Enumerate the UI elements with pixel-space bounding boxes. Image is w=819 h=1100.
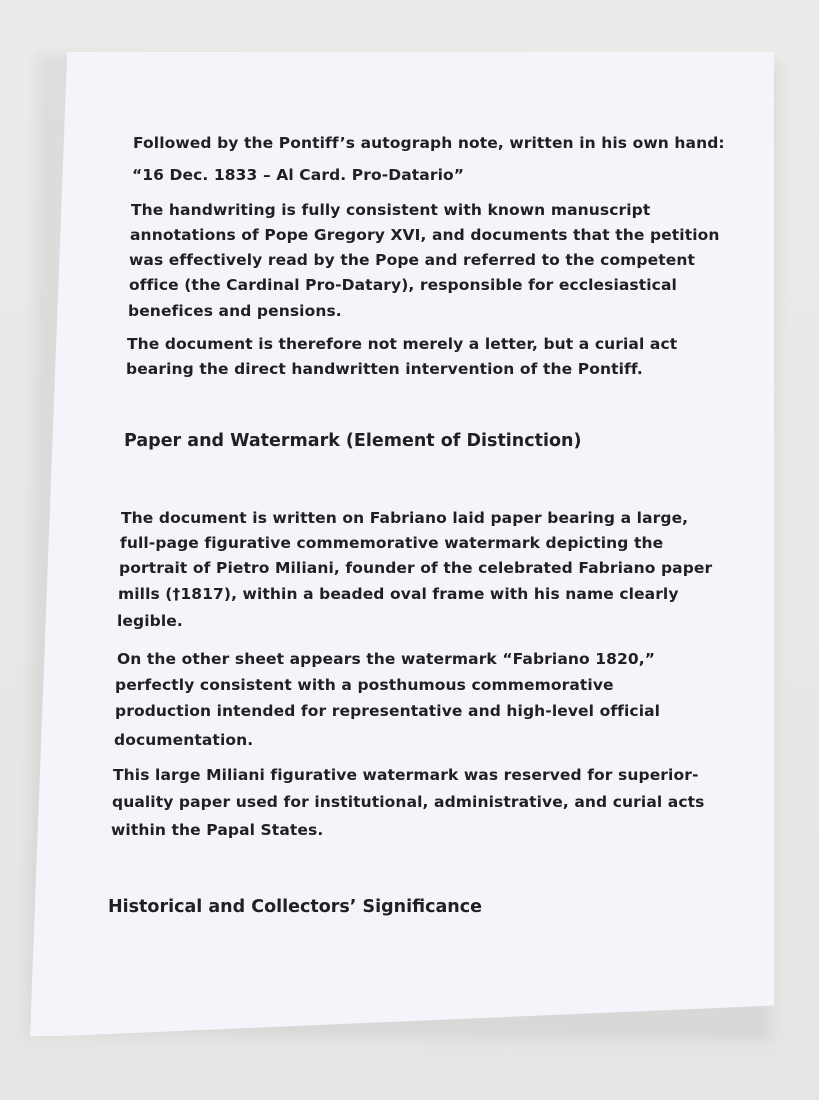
para1-line: benefices and pensions. (128, 302, 342, 320)
para5-line: within the Papal States. (111, 821, 324, 839)
intro-line: Followed by the Pontiff’s autograph note, written in his own hand: (133, 134, 725, 152)
para4-line: documentation. (114, 731, 254, 749)
para4-line: production intended for representative and high-level official (115, 702, 661, 720)
para2-line: The document is therefore not merely a letter, but a curial act (127, 335, 678, 353)
para5-line: This large Miliani figurative watermark was reserved for superior- (113, 766, 699, 784)
para1-line: The handwriting is fully consistent with known manuscript (131, 201, 651, 219)
para2-line: bearing the direct handwritten intervention of the Pontiff. (126, 360, 643, 378)
para3-line: The document is written on Fabriano laid paper bearing a large, (121, 509, 689, 527)
section-heading-significance: Historical and Collectors’ Significance (108, 897, 482, 917)
section-heading-paper-watermark: Paper and Watermark (Element of Distinction) (124, 431, 582, 451)
para3-line: portrait of Pietro Miliani, founder of the celebrated Fabriano paper (119, 559, 713, 577)
para3-line: mills (†1817), within a beaded oval frame with his name clearly (118, 585, 679, 603)
para5-line: quality paper used for institutional, administrative, and curial acts (112, 793, 705, 811)
para1-line: annotations of Pope Gregory XVI, and documents that the petition (130, 226, 720, 244)
autograph-quote: “16 Dec. 1833 – Al Card. Pro-Datario” (132, 166, 465, 184)
para1-line: was effectively read by the Pope and referred to the competent (129, 251, 695, 269)
para4-line: On the other sheet appears the watermark “Fabriano 1820,” (117, 650, 656, 668)
para3-line: full-page figurative commemorative watermark depicting the (120, 534, 664, 552)
para1-line: office (the Cardinal Pro-Datary), responsible for ecclesiastical (129, 276, 677, 294)
para3-line: legible. (117, 612, 183, 630)
para4-line: perfectly consistent with a posthumous commemorative (115, 676, 614, 694)
